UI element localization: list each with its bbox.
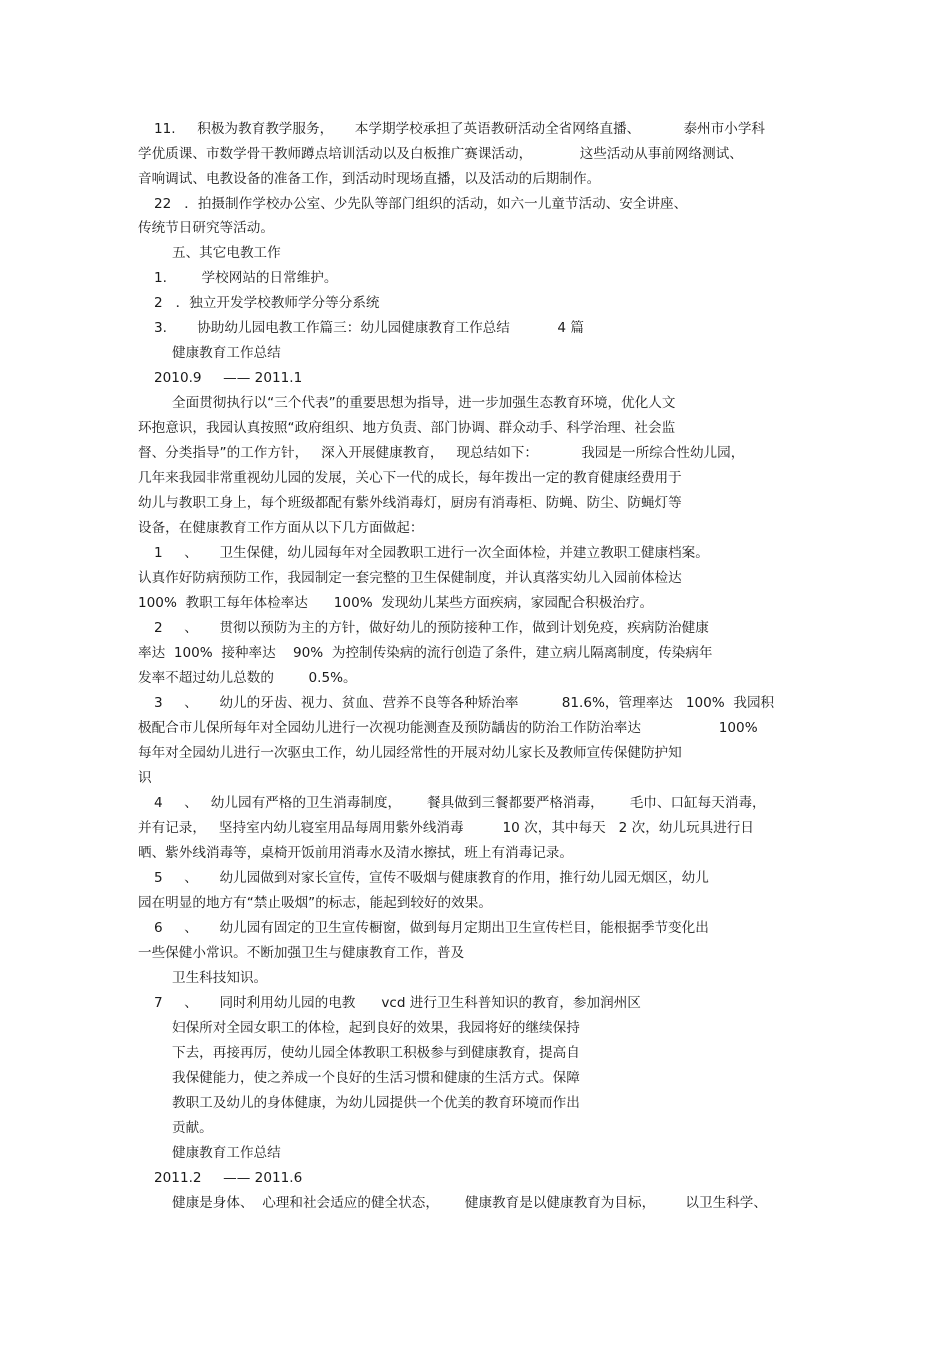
text-line: 我保健能力，使之养成一个良好的生活习惯和健康的生活方式。保障 (172, 1070, 580, 1086)
text-line: 学优质课、市数学骨干教师蹲点培训活动以及白板推广赛课活动， 这些活动从事前网络测试、 (138, 146, 743, 162)
text-line: 发率不超过幼儿总数的 0.5%。 (138, 670, 357, 686)
text-line: 4 、 幼儿园有严格的卫生消毒制度， 餐具做到三餐都要严格消毒， 毛巾、口缸每天消毒， (154, 795, 766, 811)
text-line: 2 、 贯彻以预防为主的方针，做好幼儿的预防接种工作，做到计划免疫，疾病防治健康 (154, 620, 709, 636)
text-line: 认真作好防病预防工作，我园制定一套完整的卫生保健制度，并认真落实幼儿入园前体检达 (138, 570, 682, 586)
date-range: 2011.2 —— 2011.6 (154, 1170, 303, 1186)
section-heading: 健康教育工作总结 (172, 345, 281, 361)
text-line: 音响调试、电教设备的准备工作，到活动时现场直播，以及活动的后期制作。 (138, 171, 601, 187)
text-line: 100% 教职工每年体检率达 100% 发现幼儿某些方面疾病，家园配合积极治疗。 (138, 595, 654, 611)
text-line: 幼儿与教职工身上，每个班级都配有紫外线消毒灯，厨房有消毒柜、防蝇、防尘、防蝇灯等 (138, 495, 682, 511)
text-line: 全面贯彻执行以“三个代表”的重要思想为指导，进一步加强生态教育环境，优化人文 (172, 395, 676, 411)
text-line: 下去，再接再厉，使幼儿园全体教职工积极参与到健康教育，提高自 (172, 1045, 580, 1061)
text-line: 3. 协助幼儿园电教工作篇三：幼儿园健康教育工作总结 4 篇 (154, 320, 584, 336)
text-line: 几年来我园非常重视幼儿园的发展，关心下一代的成长，每年拨出一定的教育健康经费用于 (138, 470, 682, 486)
text-line: 督、分类指导”的工作方针， 深入开展健康教育， 现总结如下： 我园是一所综合性幼儿园， (138, 445, 745, 461)
text-line: 识 (138, 770, 152, 786)
text-line: 5 、 幼儿园做到对家长宣传，宣传不吸烟与健康教育的作用，推行幼儿园无烟区，幼儿 (154, 870, 709, 886)
text-line: 园在明显的地方有“禁止吸烟”的标志，能起到较好的效果。 (138, 895, 492, 911)
text-line: 22 ．拍摄制作学校办公室、少先队等部门组织的活动，如六一儿童节活动、安全讲座、 (154, 196, 688, 212)
text-line: 环抱意识，我园认真按照“政府组织、地方负责、部门协调、群众动手、科学治理、社会监 (138, 420, 676, 436)
text-line: 卫生科技知识。 (172, 970, 268, 986)
text-line: 极配合市儿保所每年对全园幼儿进行一次视功能测查及预防龋齿的防治工作防治率达 100% (138, 720, 758, 736)
text-line: 一些保健小常识。不断加强卫生与健康教育工作，普及 (138, 945, 465, 961)
text-line: 设备，在健康教育工作方面从以下几方面做起： (138, 520, 424, 536)
text-line: 教职工及幼儿的身体健康，为幼儿园提供一个优美的教育环境而作出 (172, 1095, 580, 1111)
text-line: 贡献。 (172, 1120, 213, 1136)
text-line: 率达 100% 接种率达 90% 为控制传染病的流行创造了条件，建立病儿隔离制度，传染病年 (138, 645, 713, 661)
text-line: 每年对全园幼儿进行一次驱虫工作，幼儿园经常性的开展对幼儿家长及教师宣传保健防护知 (138, 745, 682, 761)
text-line: 7 、 同时利用幼儿园的电教 vcd 进行卫生科普知识的教育，参加润州区 (154, 995, 641, 1011)
section-heading: 健康教育工作总结 (172, 1145, 281, 1161)
text-line: 3 、 幼儿的牙齿、视力、贫血、营养不良等各种矫治率 81.6%，管理率达 100% 我园积 (154, 695, 775, 711)
text-line: 1 、 卫生保健，幼儿园每年对全园教职工进行一次全面体检，并建立教职工健康档案。 (154, 545, 709, 561)
date-range: 2010.9 —— 2011.1 (154, 370, 303, 386)
text-line: 6 、 幼儿园有固定的卫生宣传橱窗，做到每月定期出卫生宣传栏目，能根据季节变化出 (154, 920, 709, 936)
text-line: 并有记录， 坚持室内幼儿寝室用品每周用紫外线消毒 10 次，其中每天 2 次，幼儿玩具进行日 (138, 820, 754, 836)
text-line: 1. 学校网站的日常维护。 (154, 270, 338, 286)
text-line: 2 ．独立开发学校教师学分等分系统 (154, 295, 380, 311)
text-line: 11. 积极为教育教学服务， 本学期学校承担了英语教研活动全省网络直播、 泰州市小学科 (154, 121, 766, 137)
text-line: 健康是身体、 心理和社会适应的健全状态， 健康教育是以健康教育为目标， 以卫生科学、 (172, 1195, 767, 1211)
text-line: 传统节日研究等活动。 (138, 220, 274, 236)
text-line: 晒、紫外线消毒等，桌椅开饭前用消毒水及清水擦拭，班上有消毒记录。 (138, 845, 573, 861)
section-heading: 五、其它电教工作 (172, 245, 281, 261)
text-line: 妇保所对全园女职工的体检，起到良好的效果，我园将好的继续保持 (172, 1020, 580, 1036)
